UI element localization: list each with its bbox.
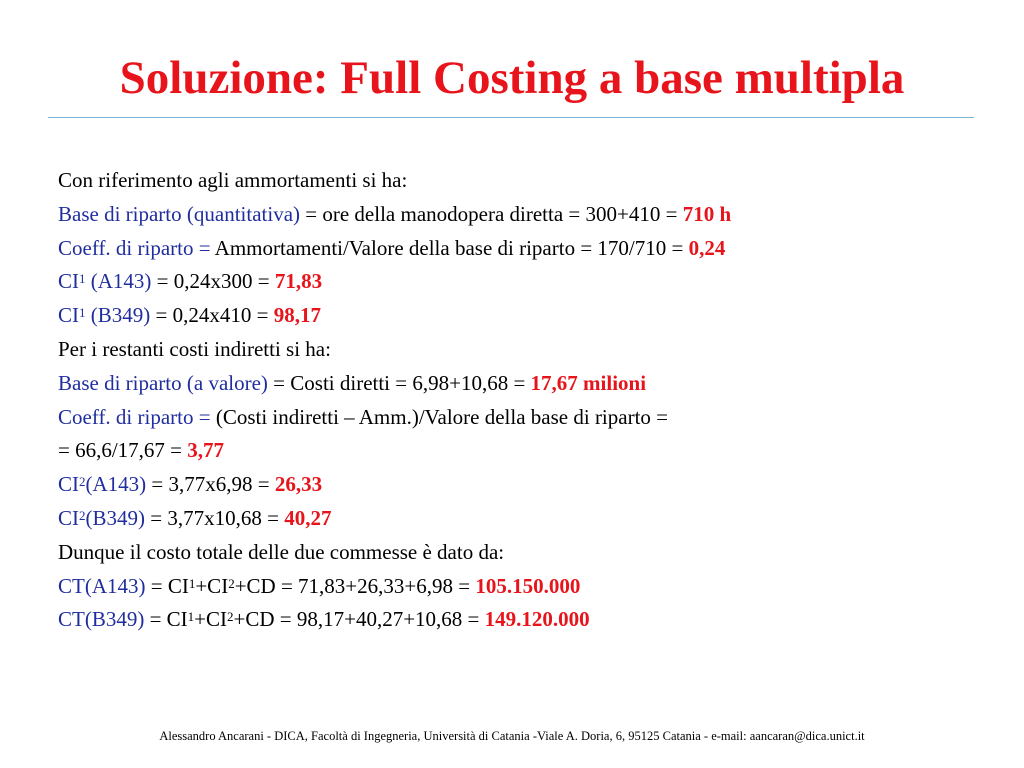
line-text: = CI — [144, 607, 188, 632]
slide-footer: Alessandro Ancarani - DICA, Facoltà di Ingegneria, Università di Catania -Viale A. Doria, 6, 95125 Catania - e-mail: aancaran@dica.unict.it — [159, 729, 865, 743]
superscript: 1 — [188, 575, 196, 591]
line-text: = 3,77x10,68 = — [145, 505, 285, 530]
text-line — [58, 434, 988, 468]
result-value: 0,24 — [688, 235, 726, 260]
result-value: 71,83 — [274, 269, 323, 294]
result-value: 3,77 — [187, 438, 225, 463]
text-line — [58, 570, 988, 604]
result-value: 40,27 — [284, 505, 332, 530]
line-text: +CD = 71,83+26,33+6,98 = — [234, 573, 476, 598]
text-line — [58, 265, 988, 299]
line-text: = 66,6/17,67 = — [58, 438, 188, 463]
superscript: 2 — [79, 474, 86, 490]
line-text: = 3,77x6,98 = — [146, 472, 275, 497]
term-label: Coeff. di riparto = — [58, 235, 211, 260]
text-line — [58, 603, 988, 637]
term-label: (B349) — [85, 303, 151, 328]
text-line — [58, 299, 988, 333]
line-text: Con riferimento agli ammortamenti si ha: — [58, 168, 408, 192]
term-label: CT(A143) — [58, 573, 146, 598]
term-label: (A143) — [85, 472, 147, 497]
line-text: = 0,24x300 = — [151, 269, 275, 294]
text-line — [58, 468, 988, 502]
line-text: +CI — [194, 607, 228, 632]
title-divider — [48, 117, 974, 118]
term-label: CI — [58, 505, 79, 530]
text-line — [58, 367, 988, 401]
result-value: 98,17 — [273, 303, 321, 328]
line-text: Dunque il costo totale delle due commesse è dato da: — [58, 539, 505, 564]
line-text: = 0,24x410 = — [150, 303, 274, 328]
text-line — [58, 333, 988, 367]
line-text: = Costi diretti = 6,98+10,68 = — [267, 370, 531, 395]
superscript: 1 — [187, 609, 195, 625]
superscript: 1 — [79, 305, 86, 321]
term-label: (B349) — [85, 505, 145, 530]
superscript: 2 — [228, 575, 235, 591]
line-text: Per i restanti costi indiretti si ha: — [58, 336, 331, 361]
result-value: 710 h — [682, 201, 732, 226]
result-value: 17,67 milioni — [530, 370, 647, 395]
line-text: (Costi indiretti – Amm.)/Valore della base di riparto = — [210, 404, 669, 429]
text-line — [58, 198, 988, 232]
term-label: (A143) — [85, 269, 152, 294]
term-label: CI — [58, 303, 79, 328]
term-label: Base di riparto (quantitativa) — [58, 201, 301, 226]
result-value: 149.120.000 — [484, 607, 590, 632]
term-label: CT(B349) — [58, 607, 145, 632]
line-text: +CD = 98,17+40,27+10,68 = — [233, 607, 485, 632]
term-label: CI — [58, 472, 79, 497]
term-label: CI — [58, 269, 79, 294]
line-text: = CI — [145, 573, 189, 598]
term-label: Coeff. di riparto = — [58, 404, 211, 429]
line-text: +CI — [195, 573, 229, 598]
result-value: 26,33 — [274, 472, 323, 497]
text-line — [58, 401, 988, 435]
line-text: Ammortamenti/Valore della base di riparto = 170/710 = — [210, 235, 689, 260]
result-value: 105.150.000 — [475, 573, 581, 598]
superscript: 2 — [227, 609, 234, 625]
slide-title: Soluzione: Full Costing a base multipla — [119, 52, 905, 104]
superscript: 2 — [79, 507, 86, 523]
line-text: = ore della manodopera diretta = 300+410 = — [300, 201, 683, 226]
text-line — [58, 502, 988, 536]
text-line — [58, 536, 988, 570]
term-label: Base di riparto (a valore) — [58, 370, 268, 395]
text-line — [58, 164, 988, 198]
superscript: 1 — [79, 271, 86, 287]
text-line — [58, 232, 988, 266]
slide-body — [58, 164, 988, 637]
